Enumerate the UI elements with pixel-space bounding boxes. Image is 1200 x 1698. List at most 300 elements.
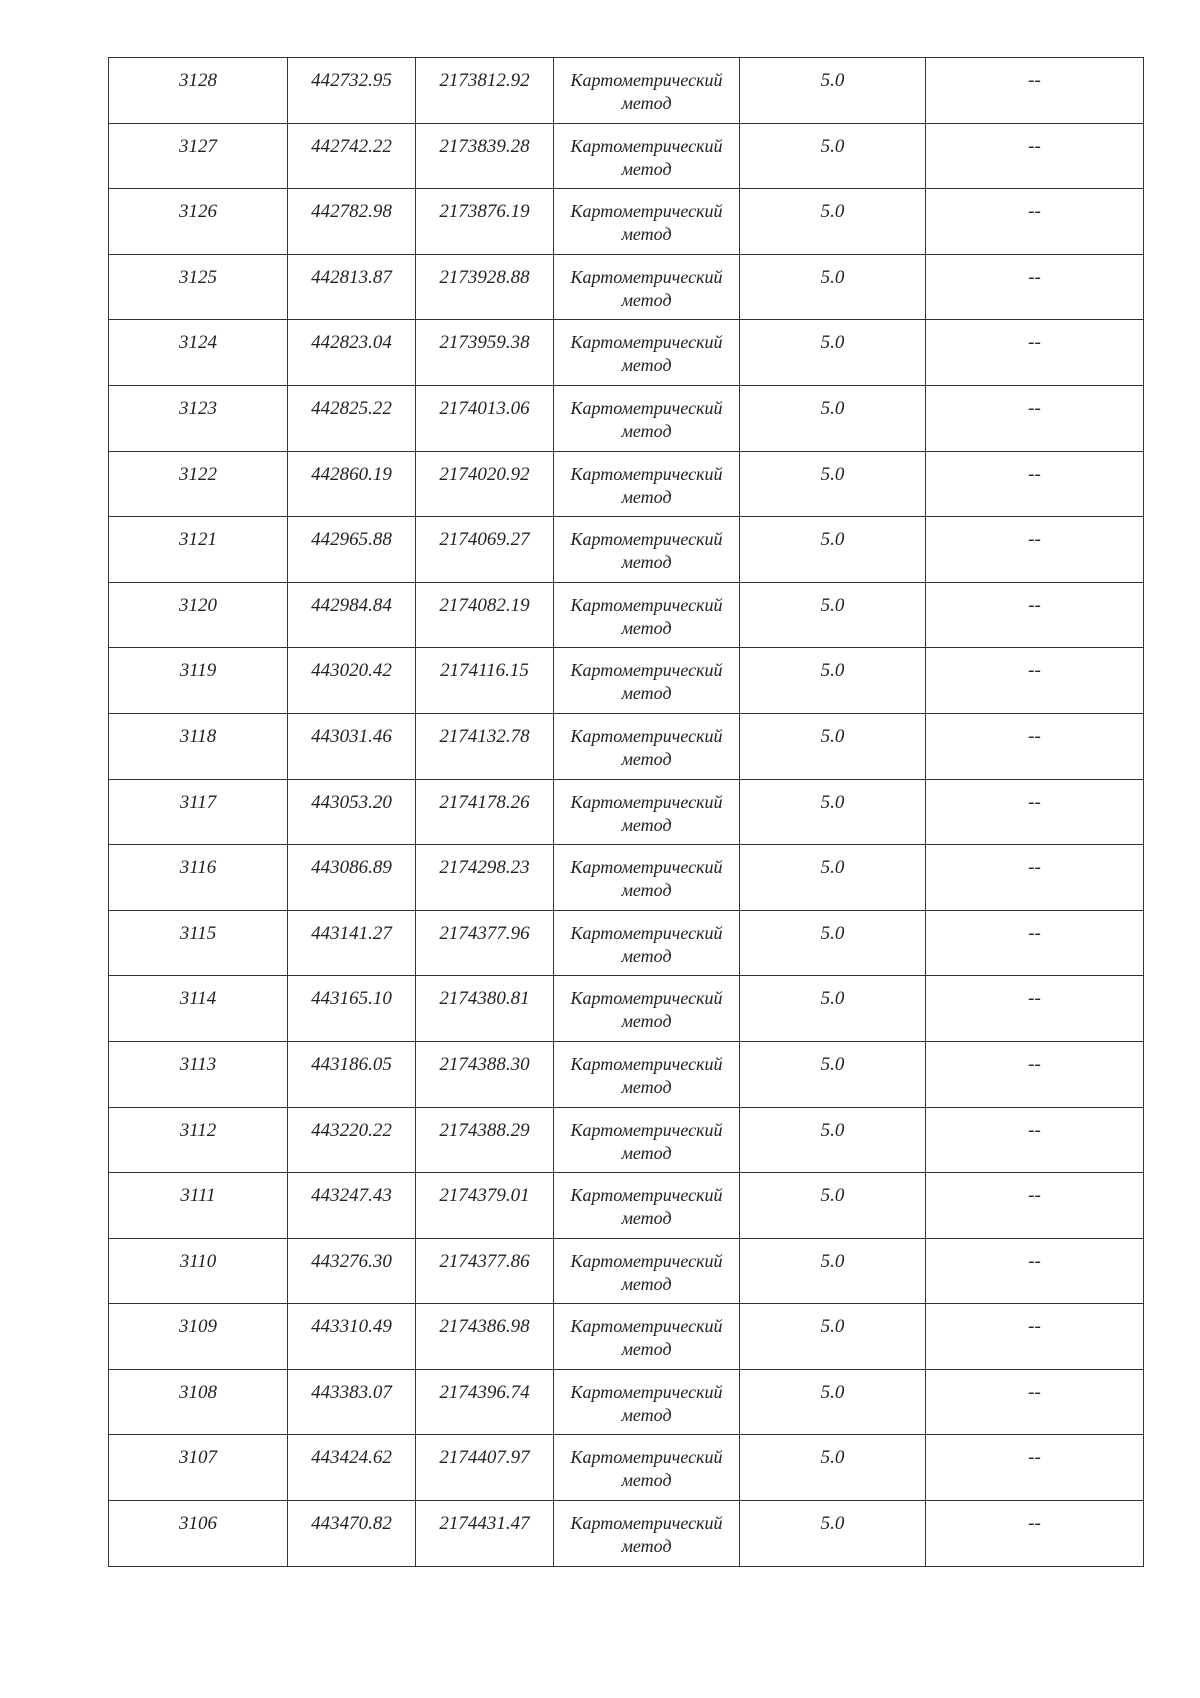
point-number-text: 3108 [179,1381,217,1403]
y-coordinate-text: 2174082.19 [439,594,530,616]
y-coordinate-text: 2173876.19 [439,201,530,223]
note-cell [926,648,1144,714]
accuracy-text: 5.0 [820,594,845,616]
note-text: -- [1028,529,1041,551]
y-coordinate-cell [416,58,554,124]
point-number-cell [109,517,288,583]
note-cell [926,1107,1144,1173]
point-number-text: 3120 [179,594,217,616]
note-cell [926,189,1144,255]
note-text: -- [1028,397,1041,419]
note-text: -- [1028,1513,1041,1535]
table-row [109,451,1144,517]
accuracy-cell [740,58,926,124]
x-coordinate-cell [288,1369,416,1435]
method-line-2: метод [621,617,672,638]
method-line-2: метод [621,683,672,704]
note-text: -- [1028,135,1041,157]
y-coordinate-text: 2174377.86 [439,1250,530,1272]
accuracy-text: 5.0 [820,1381,845,1403]
point-number-text: 3124 [179,332,217,354]
x-coordinate-cell [288,58,416,124]
method-line-2: метод [621,1142,672,1163]
y-coordinate-text: 2174013.06 [439,397,530,419]
method-text [554,911,739,968]
table-row [109,910,1144,976]
note-cell [926,320,1144,386]
method-line-1: Картометрический [570,332,723,353]
x-coordinate-cell [288,254,416,320]
method-text [554,1435,739,1492]
point-number-cell [109,254,288,320]
method-line-1: Картометрический [570,1513,723,1534]
point-number-text: 3113 [179,1053,217,1075]
x-coordinate-text: 442732.95 [311,70,392,91]
method-line-1: Картометрический [570,201,723,222]
table-row [109,648,1144,714]
point-number-cell [109,1173,288,1239]
note-cell [926,58,1144,124]
method-text [554,780,739,837]
y-coordinate-cell [416,1041,554,1107]
point-number-cell [109,1107,288,1173]
x-coordinate-text: 442825.22 [311,397,392,419]
point-number-cell [109,1501,288,1567]
point-number-cell [109,1369,288,1435]
method-line-1: Картометрический [570,1053,723,1074]
method-line-2: метод [621,93,672,113]
method-text [554,1108,739,1165]
method-text [554,976,739,1033]
x-coordinate-cell [288,320,416,386]
point-number-text: 3121 [179,529,217,551]
method-cell [554,385,740,451]
note-text: -- [1028,660,1041,682]
method-cell [554,1238,740,1304]
accuracy-text: 5.0 [820,397,845,419]
method-text [554,583,739,640]
note-text: -- [1028,1119,1041,1141]
note-cell [926,123,1144,189]
accuracy-text: 5.0 [820,332,845,354]
point-number-text: 3122 [179,463,217,485]
y-coordinate-text: 2174069.27 [439,529,530,551]
y-coordinate-text: 2174388.29 [439,1119,530,1141]
y-coordinate-cell [416,1369,554,1435]
point-number-cell [109,123,288,189]
x-coordinate-text: 442813.87 [311,266,392,288]
accuracy-cell [740,451,926,517]
note-cell [926,451,1144,517]
note-cell [926,1435,1144,1501]
method-line-1: Картометрический [570,266,723,287]
method-line-2: метод [621,1208,672,1229]
y-coordinate-cell [416,123,554,189]
point-number-text: 3109 [179,1316,217,1338]
note-text: -- [1028,70,1041,91]
method-line-2: метод [621,1470,672,1491]
table-row [109,123,1144,189]
point-number-text: 3111 [180,1185,216,1207]
x-coordinate-cell [288,1304,416,1370]
note-text: -- [1028,463,1041,485]
x-coordinate-text: 442782.98 [311,201,392,223]
point-number-text: 3115 [179,922,217,944]
y-coordinate-cell [416,779,554,845]
accuracy-cell [740,189,926,255]
method-cell [554,713,740,779]
x-coordinate-text: 442860.19 [311,463,392,485]
point-number-text: 3125 [179,266,217,288]
point-number-cell [109,385,288,451]
y-coordinate-text: 2173959.38 [439,332,530,354]
point-number-cell [109,320,288,386]
accuracy-cell [740,713,926,779]
y-coordinate-cell [416,976,554,1042]
point-number-cell [109,189,288,255]
x-coordinate-text: 443383.07 [311,1381,392,1403]
method-text [554,1173,739,1230]
point-number-text: 3106 [179,1513,217,1535]
y-coordinate-text: 2174431.47 [439,1513,530,1535]
y-coordinate-cell [416,582,554,648]
x-coordinate-cell [288,845,416,911]
method-cell [554,123,740,189]
method-text [554,1370,739,1427]
point-number-cell [109,779,288,845]
table-row [109,320,1144,386]
point-number-text: 3114 [179,988,217,1010]
method-text [554,1042,739,1099]
accuracy-text: 5.0 [820,529,845,551]
method-cell [554,1369,740,1435]
y-coordinate-cell [416,254,554,320]
x-coordinate-cell [288,1107,416,1173]
table-row [109,1173,1144,1239]
accuracy-text: 5.0 [820,201,845,223]
point-number-text: 3112 [179,1119,217,1141]
x-coordinate-cell [288,1173,416,1239]
accuracy-text: 5.0 [820,660,845,682]
note-text: -- [1028,266,1041,288]
y-coordinate-cell [416,713,554,779]
accuracy-text: 5.0 [820,922,845,944]
x-coordinate-text: 443276.30 [311,1250,392,1272]
x-coordinate-cell [288,648,416,714]
y-coordinate-text: 2174116.15 [440,660,529,682]
method-cell [554,58,740,124]
y-coordinate-text: 2174386.98 [439,1316,530,1338]
note-cell [926,385,1144,451]
accuracy-cell [740,385,926,451]
x-coordinate-text: 443424.62 [311,1447,392,1469]
method-line-1: Картометрический [570,1316,723,1337]
y-coordinate-cell [416,451,554,517]
method-cell [554,1173,740,1239]
x-coordinate-cell [288,910,416,976]
method-text [554,845,739,902]
y-coordinate-cell [416,1107,554,1173]
point-number-text: 3116 [179,857,217,879]
x-coordinate-text: 443186.05 [311,1053,392,1075]
x-coordinate-cell [288,451,416,517]
accuracy-cell [740,910,926,976]
method-line-1: Картометрический [570,135,723,156]
method-line-2: метод [621,1536,672,1557]
y-coordinate-text: 2173928.88 [439,266,530,288]
y-coordinate-text: 2174396.74 [439,1381,530,1403]
x-coordinate-text: 442823.04 [311,332,392,354]
x-coordinate-text: 443086.89 [311,857,392,879]
y-coordinate-text: 2174388.30 [439,1053,530,1075]
note-text: -- [1028,1381,1041,1403]
accuracy-cell [740,517,926,583]
point-number-cell [109,451,288,517]
x-coordinate-cell [288,1435,416,1501]
note-cell [926,1369,1144,1435]
table-body [109,58,1144,1567]
method-cell [554,976,740,1042]
x-coordinate-cell [288,123,416,189]
method-text [554,648,739,705]
y-coordinate-cell [416,1501,554,1567]
y-coordinate-text: 2174380.81 [439,988,530,1010]
x-coordinate-text: 443310.49 [311,1316,392,1338]
accuracy-cell [740,1369,926,1435]
point-number-text: 3118 [179,725,217,747]
point-number-cell [109,1435,288,1501]
method-line-2: метод [621,880,672,901]
y-coordinate-text: 2174377.96 [439,922,530,944]
note-cell [926,1304,1144,1370]
point-number-text: 3107 [179,1447,217,1469]
note-cell [926,1041,1144,1107]
accuracy-text: 5.0 [820,1513,845,1535]
accuracy-text: 5.0 [820,135,845,157]
accuracy-cell [740,779,926,845]
y-coordinate-text: 2174020.92 [439,463,530,485]
note-cell [926,1501,1144,1567]
method-line-1: Картометрический [570,660,723,681]
accuracy-text: 5.0 [820,266,845,288]
y-coordinate-text: 2173812.92 [439,70,530,91]
method-line-1: Картометрический [570,1447,723,1468]
y-coordinate-cell [416,1435,554,1501]
x-coordinate-cell [288,713,416,779]
method-cell [554,1304,740,1370]
note-text: -- [1028,1185,1041,1207]
y-coordinate-cell [416,845,554,911]
accuracy-cell [740,123,926,189]
accuracy-cell [740,582,926,648]
method-cell [554,517,740,583]
x-coordinate-cell [288,189,416,255]
method-cell [554,648,740,714]
y-coordinate-cell [416,1304,554,1370]
table-row [109,1501,1144,1567]
y-coordinate-text: 2174379.01 [439,1185,530,1207]
accuracy-cell [740,1107,926,1173]
accuracy-cell [740,648,926,714]
y-coordinate-text: 2174407.97 [439,1447,530,1469]
table-row [109,1041,1144,1107]
point-number-text: 3110 [179,1250,217,1272]
note-text: -- [1028,1250,1041,1272]
note-text: -- [1028,1447,1041,1469]
table-row [109,1304,1144,1370]
method-text [554,714,739,771]
note-text: -- [1028,594,1041,616]
note-cell [926,779,1144,845]
method-line-2: метод [621,552,672,573]
method-line-1: Картометрический [570,1119,723,1140]
table-row [109,58,1144,124]
accuracy-cell [740,1041,926,1107]
y-coordinate-cell [416,648,554,714]
x-coordinate-cell [288,1238,416,1304]
x-coordinate-cell [288,779,416,845]
method-line-1: Картометрический [570,1250,723,1271]
accuracy-cell [740,1435,926,1501]
x-coordinate-cell [288,385,416,451]
accuracy-text: 5.0 [820,70,845,91]
method-text [554,452,739,509]
method-line-1: Картометрический [570,725,723,746]
table-row [109,1369,1144,1435]
table-row [109,1435,1144,1501]
point-number-cell [109,910,288,976]
note-text: -- [1028,1053,1041,1075]
method-line-1: Картометрический [570,397,723,418]
note-text: -- [1028,201,1041,223]
accuracy-cell [740,845,926,911]
accuracy-cell [740,1173,926,1239]
note-cell [926,845,1144,911]
y-coordinate-cell [416,320,554,386]
table-row [109,976,1144,1042]
table-row [109,713,1144,779]
method-text [554,58,739,115]
note-cell [926,517,1144,583]
x-coordinate-text: 443470.82 [311,1513,392,1535]
method-line-1: Картометрический [570,988,723,1009]
table-row [109,517,1144,583]
method-line-2: метод [621,1404,672,1425]
point-number-text: 3128 [179,70,217,91]
table-row [109,189,1144,255]
x-coordinate-cell [288,976,416,1042]
method-line-1: Картометрический [570,463,723,484]
method-line-2: метод [621,1011,672,1032]
method-cell [554,320,740,386]
y-coordinate-cell [416,1238,554,1304]
point-number-text: 3119 [179,660,217,682]
method-cell [554,845,740,911]
table-row [109,1107,1144,1173]
y-coordinate-cell [416,1173,554,1239]
accuracy-cell [740,1238,926,1304]
table-row [109,779,1144,845]
x-coordinate-cell [288,1501,416,1567]
y-coordinate-text: 2174178.26 [439,791,530,813]
point-number-cell [109,845,288,911]
method-text [554,517,739,574]
table-row [109,582,1144,648]
note-text: -- [1028,791,1041,813]
note-cell [926,582,1144,648]
accuracy-text: 5.0 [820,1053,845,1075]
method-line-1: Картометрический [570,922,723,943]
x-coordinate-text: 443020.42 [311,660,392,682]
method-cell [554,1107,740,1173]
x-coordinate-text: 442965.88 [311,529,392,551]
y-coordinate-cell [416,189,554,255]
note-text: -- [1028,1316,1041,1338]
point-number-cell [109,1041,288,1107]
x-coordinate-text: 443247.43 [311,1185,392,1207]
x-coordinate-text: 443220.22 [311,1119,392,1141]
method-line-2: метод [621,224,672,245]
note-cell [926,1238,1144,1304]
method-cell [554,779,740,845]
method-line-2: метод [621,814,672,835]
table-row [109,845,1144,911]
accuracy-text: 5.0 [820,1119,845,1141]
note-cell [926,254,1144,320]
x-coordinate-text: 442984.84 [311,594,392,616]
accuracy-text: 5.0 [820,725,845,747]
note-cell [926,976,1144,1042]
point-number-text: 3126 [179,201,217,223]
method-text [554,124,739,181]
method-cell [554,582,740,648]
point-number-cell [109,58,288,124]
accuracy-text: 5.0 [820,857,845,879]
method-text [554,255,739,312]
accuracy-text: 5.0 [820,988,845,1010]
accuracy-text: 5.0 [820,1447,845,1469]
accuracy-text: 5.0 [820,791,845,813]
point-number-cell [109,976,288,1042]
method-line-2: метод [621,748,672,769]
method-line-2: метод [621,289,672,310]
method-text [554,1501,739,1558]
point-number-text: 3117 [179,791,217,813]
method-text [554,320,739,377]
method-line-1: Картометрический [570,70,723,90]
y-coordinate-text: 2174132.78 [439,725,530,747]
accuracy-cell [740,976,926,1042]
y-coordinate-cell [416,517,554,583]
point-number-text: 3127 [179,135,217,157]
x-coordinate-text: 442742.22 [311,135,392,157]
method-line-2: метод [621,945,672,966]
x-coordinate-cell [288,1041,416,1107]
method-cell [554,254,740,320]
accuracy-cell [740,254,926,320]
point-number-text: 3123 [179,397,217,419]
method-cell [554,1501,740,1567]
method-text [554,1239,739,1296]
y-coordinate-text: 2174298.23 [439,857,530,879]
method-line-2: метод [621,420,672,441]
point-number-cell [109,1238,288,1304]
method-line-1: Картометрический [570,1381,723,1402]
note-text: -- [1028,922,1041,944]
accuracy-text: 5.0 [820,1316,845,1338]
method-text [554,386,739,443]
x-coordinate-cell [288,582,416,648]
